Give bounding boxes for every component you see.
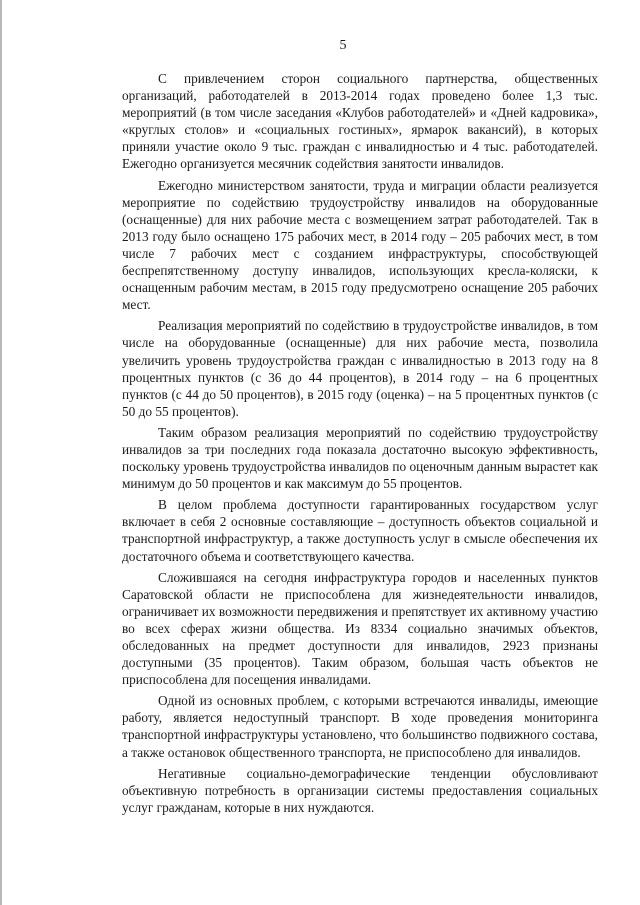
scan-edge-line [0, 0, 2, 905]
paragraph-equipped-workplaces: Ежегодно министерством занятости, труда и миграции области реализуется мероприятие по содействию трудоустройству инвалидов на оборудованные (оснащенные) для них рабочие места с возмещением затрат работодателей. Так в 2013 году было оснащено 175 рабочих мест, в 2014 году – 205 рабочих мест, в том числе 7 рабочих мест с созданием инфраструктуры, способствующей беспрепятственному доступу инвалидов, использующих кресла-коляски, к оснащенным рабочим местам, в 2015 году предусмотрено оснащение 205 рабочих мест. [122, 177, 598, 313]
paragraph-accessibility-problem: В целом проблема доступности гарантированных государством услуг включает в себя 2 основные составляющие – доступность объектов социальной и транспортной инфраструктур, а также доступность услуг в смысле обеспечения их достаточного объема и соответствующего качества. [122, 497, 598, 564]
paragraph-infrastructure: Сложившаяся на сегодня инфраструктура городов и населенных пунктов Саратовской области не приспособлена для жизнедеятельности инвалидов, ограничивает их возможности передвижения и препятствует их активному участию во всех сферах жизни общества. Из 8334 социально значимых объектов, обследованных на предмет доступности для инвалидов, 2923 признаны доступными (35 процентов). Таким образом, большая часть объектов не приспособлена для посещения инвалидами. [122, 569, 598, 688]
paragraph-demographic-trends: Негативные социально-демографические тенденции обусловливают объективную потребность в организации системы предоставления социальных услуг гражданам, которые в них нуждаются. [122, 765, 598, 815]
paragraph-efficiency-summary: Таким образом реализация мероприятий по содействию трудоустройству инвалидов за три последних года показала достаточно высокую эффективность, поскольку уровень трудоустройства инвалидов по оценочным данным вырастет как минимум до 50 процентов и как максимум до 55 процентов. [122, 424, 598, 492]
page-number: 5 [339, 38, 347, 53]
paragraph-transport: Одной из основных проблем, с которыми встречаются инвалиды, имеющие работу, является недоступный транспорт. В ходе проведения мониторинга транспортной инфраструктуры установлено, что большинство подвижного состава, а также остановок общественного транспорта, не приспособлено для инвалидов. [122, 693, 598, 760]
paragraph-social-partnership: С привлечением сторон социального партнерства, общественных организаций, работодателей в 2013-2014 годах проведено более 1,3 тыс. мероприятий (в том числе заседания «Клубов работодателей» и «Дней кадровика», «круглых столов» и «социальных гостиных», ярмарок вакансий), в которых приняли участие около 9 тыс. граждан с инвалидностью и 4 тыс. работодателей. Ежегодно организуется месячник содействия занятости инвалидов. [122, 71, 598, 172]
document-body [122, 70, 598, 820]
paragraph-employment-level: Реализация мероприятий по содействию в трудоустройстве инвалидов, в том числе на оборудованные (оснащенные) для них рабочие места, позволила увеличить уровень трудоустройства граждан с инвалидностью в 2013 году на 8 процентных пунктов (с 36 до 44 процентов), в 2014 году – на 6 процентных пунктов (с 44 до 50 процентов), в 2015 году (оценка) – на 5 процентных пунктов (с 50 до 55 процентов). [122, 318, 598, 419]
